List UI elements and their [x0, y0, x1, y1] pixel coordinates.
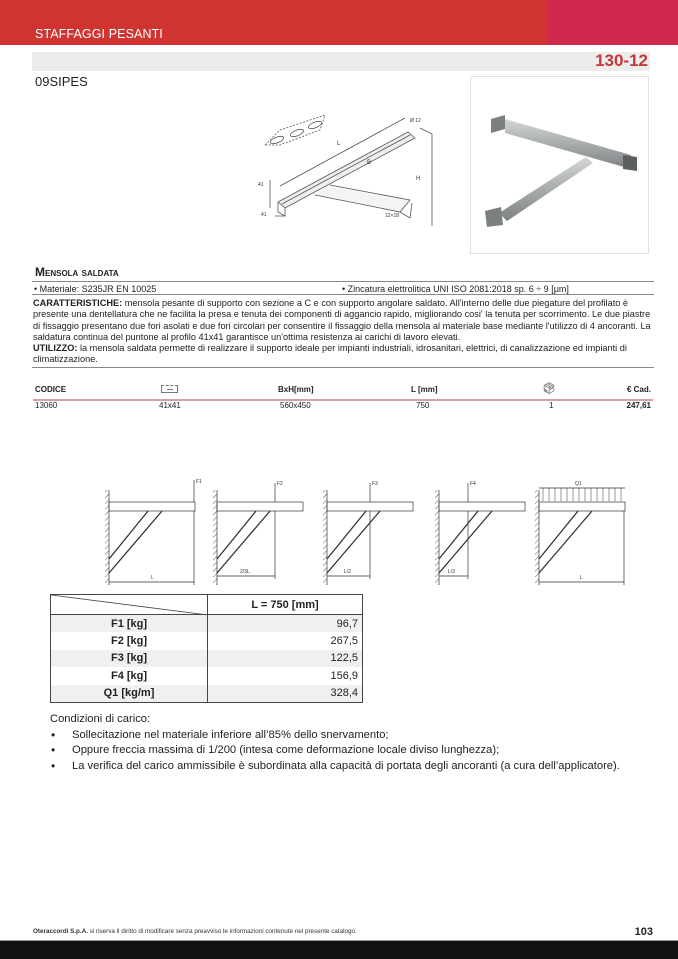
- company-name: Oteraccordi S.p.A.: [33, 928, 88, 935]
- conditions-title: Condizioni di carico:: [50, 713, 151, 725]
- diagonal-header-cell: [51, 595, 208, 615]
- code-bar: [32, 52, 650, 71]
- load-capacity-table: [50, 594, 363, 703]
- length-header: L = 750 [mm]: [208, 595, 363, 615]
- col-code: CODICE: [35, 385, 67, 394]
- load-value: 96,7: [208, 615, 363, 633]
- dim-b-label: B: [367, 160, 372, 166]
- col-length: L [mm]: [411, 385, 438, 394]
- load-label: F1 [kg]: [51, 615, 208, 633]
- bracket-photo-illustration: [471, 77, 648, 253]
- dim-f1-label: L: [151, 575, 154, 581]
- usage-text: la mensola saldata permette di realizzare il supporto ideale per impianti industriali, idrosanitari, elettrici, di canalizzazione ed impianti di climatizzazione.: [33, 343, 627, 365]
- spec-line: [32, 281, 654, 295]
- dim-f3-label: L/2: [344, 569, 351, 575]
- product-photo: [470, 76, 649, 254]
- force-f3-label: F3: [372, 481, 378, 487]
- usage-label: UTILIZZO:: [33, 343, 78, 354]
- footer-disclaimer: [33, 928, 357, 935]
- force-f1-label: F1: [196, 479, 202, 485]
- force-q1-label: Q1: [575, 481, 582, 487]
- col-price: € Cad.: [626, 385, 651, 394]
- load-value: 267,5: [208, 632, 363, 650]
- load-label: F4 [kg]: [51, 667, 208, 685]
- table-row: [51, 632, 363, 650]
- coating-spec: • Zincatura elettrolitica UNI ISO 2081:2018 sp. 6 ÷ 9 [μm]: [342, 284, 569, 294]
- table-row: [51, 667, 363, 685]
- product-table: [33, 385, 653, 414]
- product-table-header: [33, 385, 653, 398]
- technical-drawing: [240, 100, 440, 230]
- product-description: [33, 298, 655, 366]
- package-box-icon: 📦︎: [542, 383, 556, 395]
- table-row: [51, 685, 363, 703]
- profile-width-label: 41: [261, 212, 267, 218]
- load-label: F3 [kg]: [51, 650, 208, 668]
- header-bar: [0, 0, 678, 45]
- table-row: [51, 615, 363, 633]
- profile-height-label: 41: [258, 182, 264, 188]
- dim-h-label: H: [416, 176, 421, 182]
- cell-code: 13060: [35, 401, 58, 410]
- dim-f4-label: L/3: [448, 569, 455, 575]
- cell-profile: 41x41: [159, 401, 181, 410]
- material-spec: • Materiale: S235JR EN 10025: [34, 284, 157, 294]
- features-text: mensola pesante di supporto con sezione a C e con supporto angolare saldato. All'interno delle due piegature del profilato è presente una dentellatura che ne facilita la presa e tenuta dei componenti di aggancio rapido, migliorando cosi' la tenuta per scorrimento. Le due piastre di fissaggio presentano due fori asolati e due fori circolari per consentire il fissaggio della mensola al materiale base mediante l'utilizzo di 4 ancoranti. La saldatura continua del puntone al profilo 41x41 garantisce un'ottima resistenza ai carichi di lavoro elevati.: [33, 298, 651, 342]
- load-value: 328,4: [208, 685, 363, 703]
- divider: [32, 367, 654, 368]
- dim-q1-label: L: [580, 575, 583, 581]
- condition-item: • Oppure freccia massima di 1/200 (intesa come deformazione locale diviso lunghezza);: [50, 743, 620, 759]
- load-label: Q1 [kg/m]: [51, 685, 208, 703]
- load-conditions: [50, 712, 620, 774]
- table-row: [51, 650, 363, 668]
- category-title: STAFFAGGI PESANTI: [35, 27, 163, 41]
- load-diagrams: [95, 475, 635, 585]
- slot-label: 12×18: [385, 213, 400, 219]
- col-bxh: BxH[mm]: [278, 385, 314, 394]
- conditions-list: [50, 728, 620, 775]
- dim-l-label: L: [337, 141, 341, 147]
- reference-code: 09SIPES: [35, 74, 88, 89]
- condition-item: • Sollecitazione nel materiale inferiore all’85% dello snervamento;: [50, 728, 620, 744]
- cell-price: 247,61: [626, 401, 651, 410]
- table-row: [33, 401, 653, 414]
- cell-bxh: 560x450: [280, 401, 311, 410]
- hole-label: Ø 12: [410, 118, 421, 124]
- features-label: CARATTERISTICHE:: [33, 298, 123, 308]
- load-value: 122,5: [208, 650, 363, 668]
- header-accent: [548, 0, 678, 45]
- cell-length: 750: [416, 401, 430, 410]
- page-number: 103: [634, 926, 653, 938]
- force-f4-label: F4: [470, 481, 476, 487]
- disclaimer-text: si riserva il diritto di modificare senza preavviso le informazioni contenute nel presente catalogo.: [87, 928, 357, 935]
- footer-bar: [0, 941, 678, 959]
- condition-item: • La verifica del carico ammissibile è subordinata alla capacità di portata degli ancoranti (a cura dell’applicatore).: [50, 759, 620, 775]
- product-title: Mensola saldata: [35, 265, 119, 279]
- profile-section-icon: [161, 385, 178, 395]
- dim-f2-label: 2/3L: [240, 569, 250, 575]
- load-value: 156,9: [208, 667, 363, 685]
- cell-pack: 1: [549, 401, 554, 410]
- force-f2-label: F2: [277, 481, 283, 487]
- product-group-code: 130-12: [595, 51, 648, 70]
- load-label: F2 [kg]: [51, 632, 208, 650]
- load-table-header: [51, 595, 363, 615]
